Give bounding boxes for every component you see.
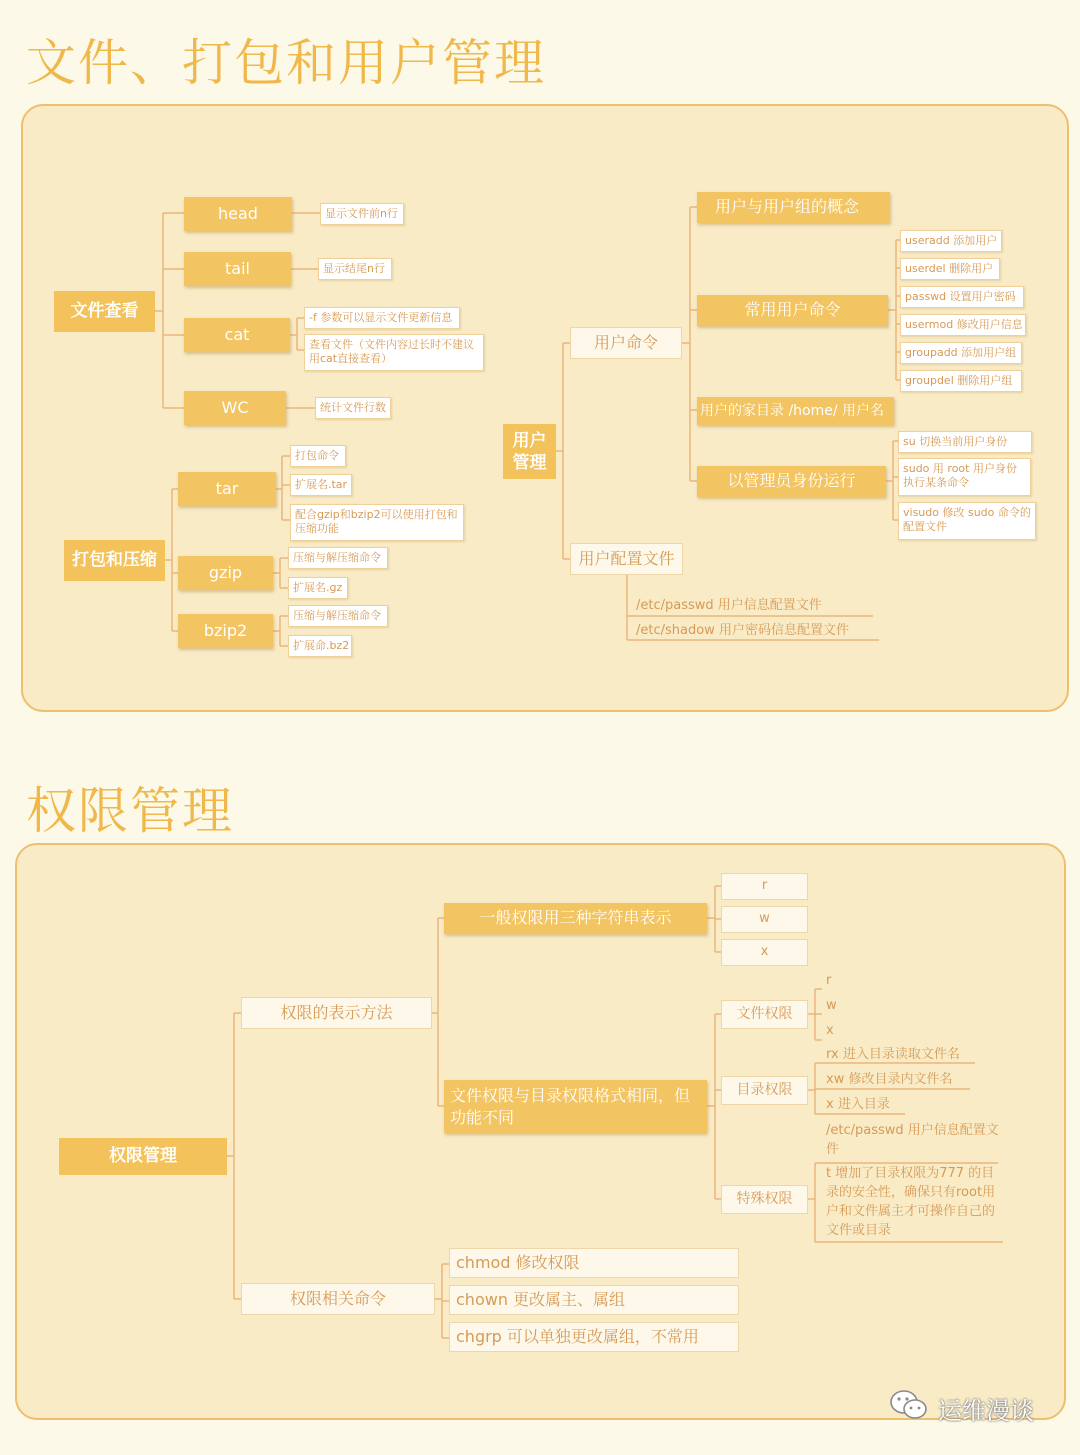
general-r: r <box>721 873 808 900</box>
user-concept-node: 用户与用户组的概念 <box>697 192 890 223</box>
wc-node: WC <box>184 391 286 425</box>
perm-mgmt-node: 权限管理 <box>59 1138 227 1175</box>
head-node: head <box>184 197 292 231</box>
tail-desc: 显示结尾n行 <box>318 258 392 280</box>
pack-node: 打包和压缩 <box>64 540 165 581</box>
special-perm-note-2: t 增加了目录权限为777 的目录的安全性，确保只有root用户和文件属主才可操作自己的文件或目录 <box>826 1166 996 1238</box>
general-perm-node: 一般权限用三种字符串表示 <box>444 903 707 934</box>
special-perm-node: 特殊权限 <box>721 1185 808 1214</box>
gzip-node: gzip <box>178 556 273 590</box>
tail-node: tail <box>184 252 291 286</box>
file-view-node: 文件查看 <box>54 291 155 332</box>
perm-repr-node: 权限的表示方法 <box>241 997 432 1029</box>
tar-desc-2: 扩展名.tar <box>290 474 352 496</box>
userdel-item: userdel 删除用户 <box>900 258 1000 280</box>
bzip2-node: bzip2 <box>178 614 273 648</box>
section2-title: 权限管理 <box>26 782 234 840</box>
file-perm-x: x <box>826 1022 834 1038</box>
general-x: x <box>721 939 808 966</box>
file-perm-r: r <box>826 972 832 988</box>
watermark-text: 运维漫谈 <box>938 1397 1034 1425</box>
general-w: w <box>721 906 808 933</box>
useradd-item: useradd 添加用户 <box>900 230 1002 252</box>
user-mgmt-node <box>503 424 556 479</box>
gzip-desc-2: 扩展名.gz <box>288 577 348 599</box>
dir-perm-node: 目录权限 <box>721 1076 808 1105</box>
passwd-config-item: /etc/passwd 用户信息配置文件 <box>636 597 822 613</box>
cat-desc-2: 查看文件（文件内容过长时不建议用cat直接查看） <box>304 334 484 371</box>
wechat-icon <box>888 1388 930 1422</box>
head-desc: 显示文件前n行 <box>320 203 404 225</box>
file-perm-node: 文件权限 <box>721 1000 808 1029</box>
groupdel-item: groupdel 删除用户组 <box>900 370 1022 392</box>
perm-format-node: 文件权限与目录权限格式相同，但功能不同 <box>444 1080 707 1133</box>
dir-perm-rx: rx 进入目录读取文件名 <box>826 1046 960 1062</box>
dir-perm-xw: xw 修改目录内文件名 <box>826 1071 953 1087</box>
common-user-cmd-node: 常用用户命令 <box>697 295 888 326</box>
su-item: su 切换当前用户身份 <box>898 431 1032 453</box>
groupadd-item: groupadd 添加用户组 <box>900 342 1022 364</box>
wc-desc: 统计文件行数 <box>315 397 391 419</box>
section1-title: 文件、打包和用户管理 <box>26 34 546 92</box>
tar-desc-1: 打包命令 <box>290 445 346 467</box>
bzip2-desc-1: 压缩与解压缩命令 <box>288 605 388 627</box>
user-config-node: 用户配置文件 <box>570 543 683 575</box>
tar-desc-3: 配合gzip和bzip2可以使用打包和压缩功能 <box>290 504 464 541</box>
file-perm-w: w <box>826 997 837 1013</box>
tar-node: tar <box>178 472 276 506</box>
home-dir-node: 用户的家目录 /home/ 用户名 <box>697 397 894 425</box>
gzip-desc-1: 压缩与解压缩命令 <box>288 547 388 569</box>
perm-cmds-node: 权限相关命令 <box>241 1283 435 1315</box>
special-perm-note-1: /etc/passwd 用户信息配置文件 <box>826 1123 999 1157</box>
user-mgmt-label: 用户管理 <box>512 430 547 473</box>
bzip2-desc-2: 扩展命.bz2 <box>288 635 352 657</box>
user-cmd-node: 用户命令 <box>570 327 682 359</box>
shadow-config-item: /etc/shadow 用户密码信息配置文件 <box>636 622 849 638</box>
chgrp-item: chgrp 可以单独更改属组，不常用 <box>449 1322 739 1352</box>
run-as-admin-node: 以管理员身份运行 <box>697 466 886 497</box>
dir-perm-x: x 进入目录 <box>826 1096 890 1112</box>
chown-item: chown 更改属主、属组 <box>449 1285 739 1315</box>
passwd-item: passwd 设置用户密码 <box>900 286 1024 308</box>
sudo-item: sudo 用 root 用户身份执行某条命令 <box>898 458 1031 496</box>
visudo-item: visudo 修改 sudo 命令的配置文件 <box>898 502 1036 540</box>
chmod-item: chmod 修改权限 <box>449 1248 739 1278</box>
cat-node: cat <box>184 318 290 352</box>
cat-desc-1: -f 参数可以显示文件更新信息 <box>304 307 460 329</box>
usermod-item: usermod 修改用户信息 <box>900 314 1026 336</box>
